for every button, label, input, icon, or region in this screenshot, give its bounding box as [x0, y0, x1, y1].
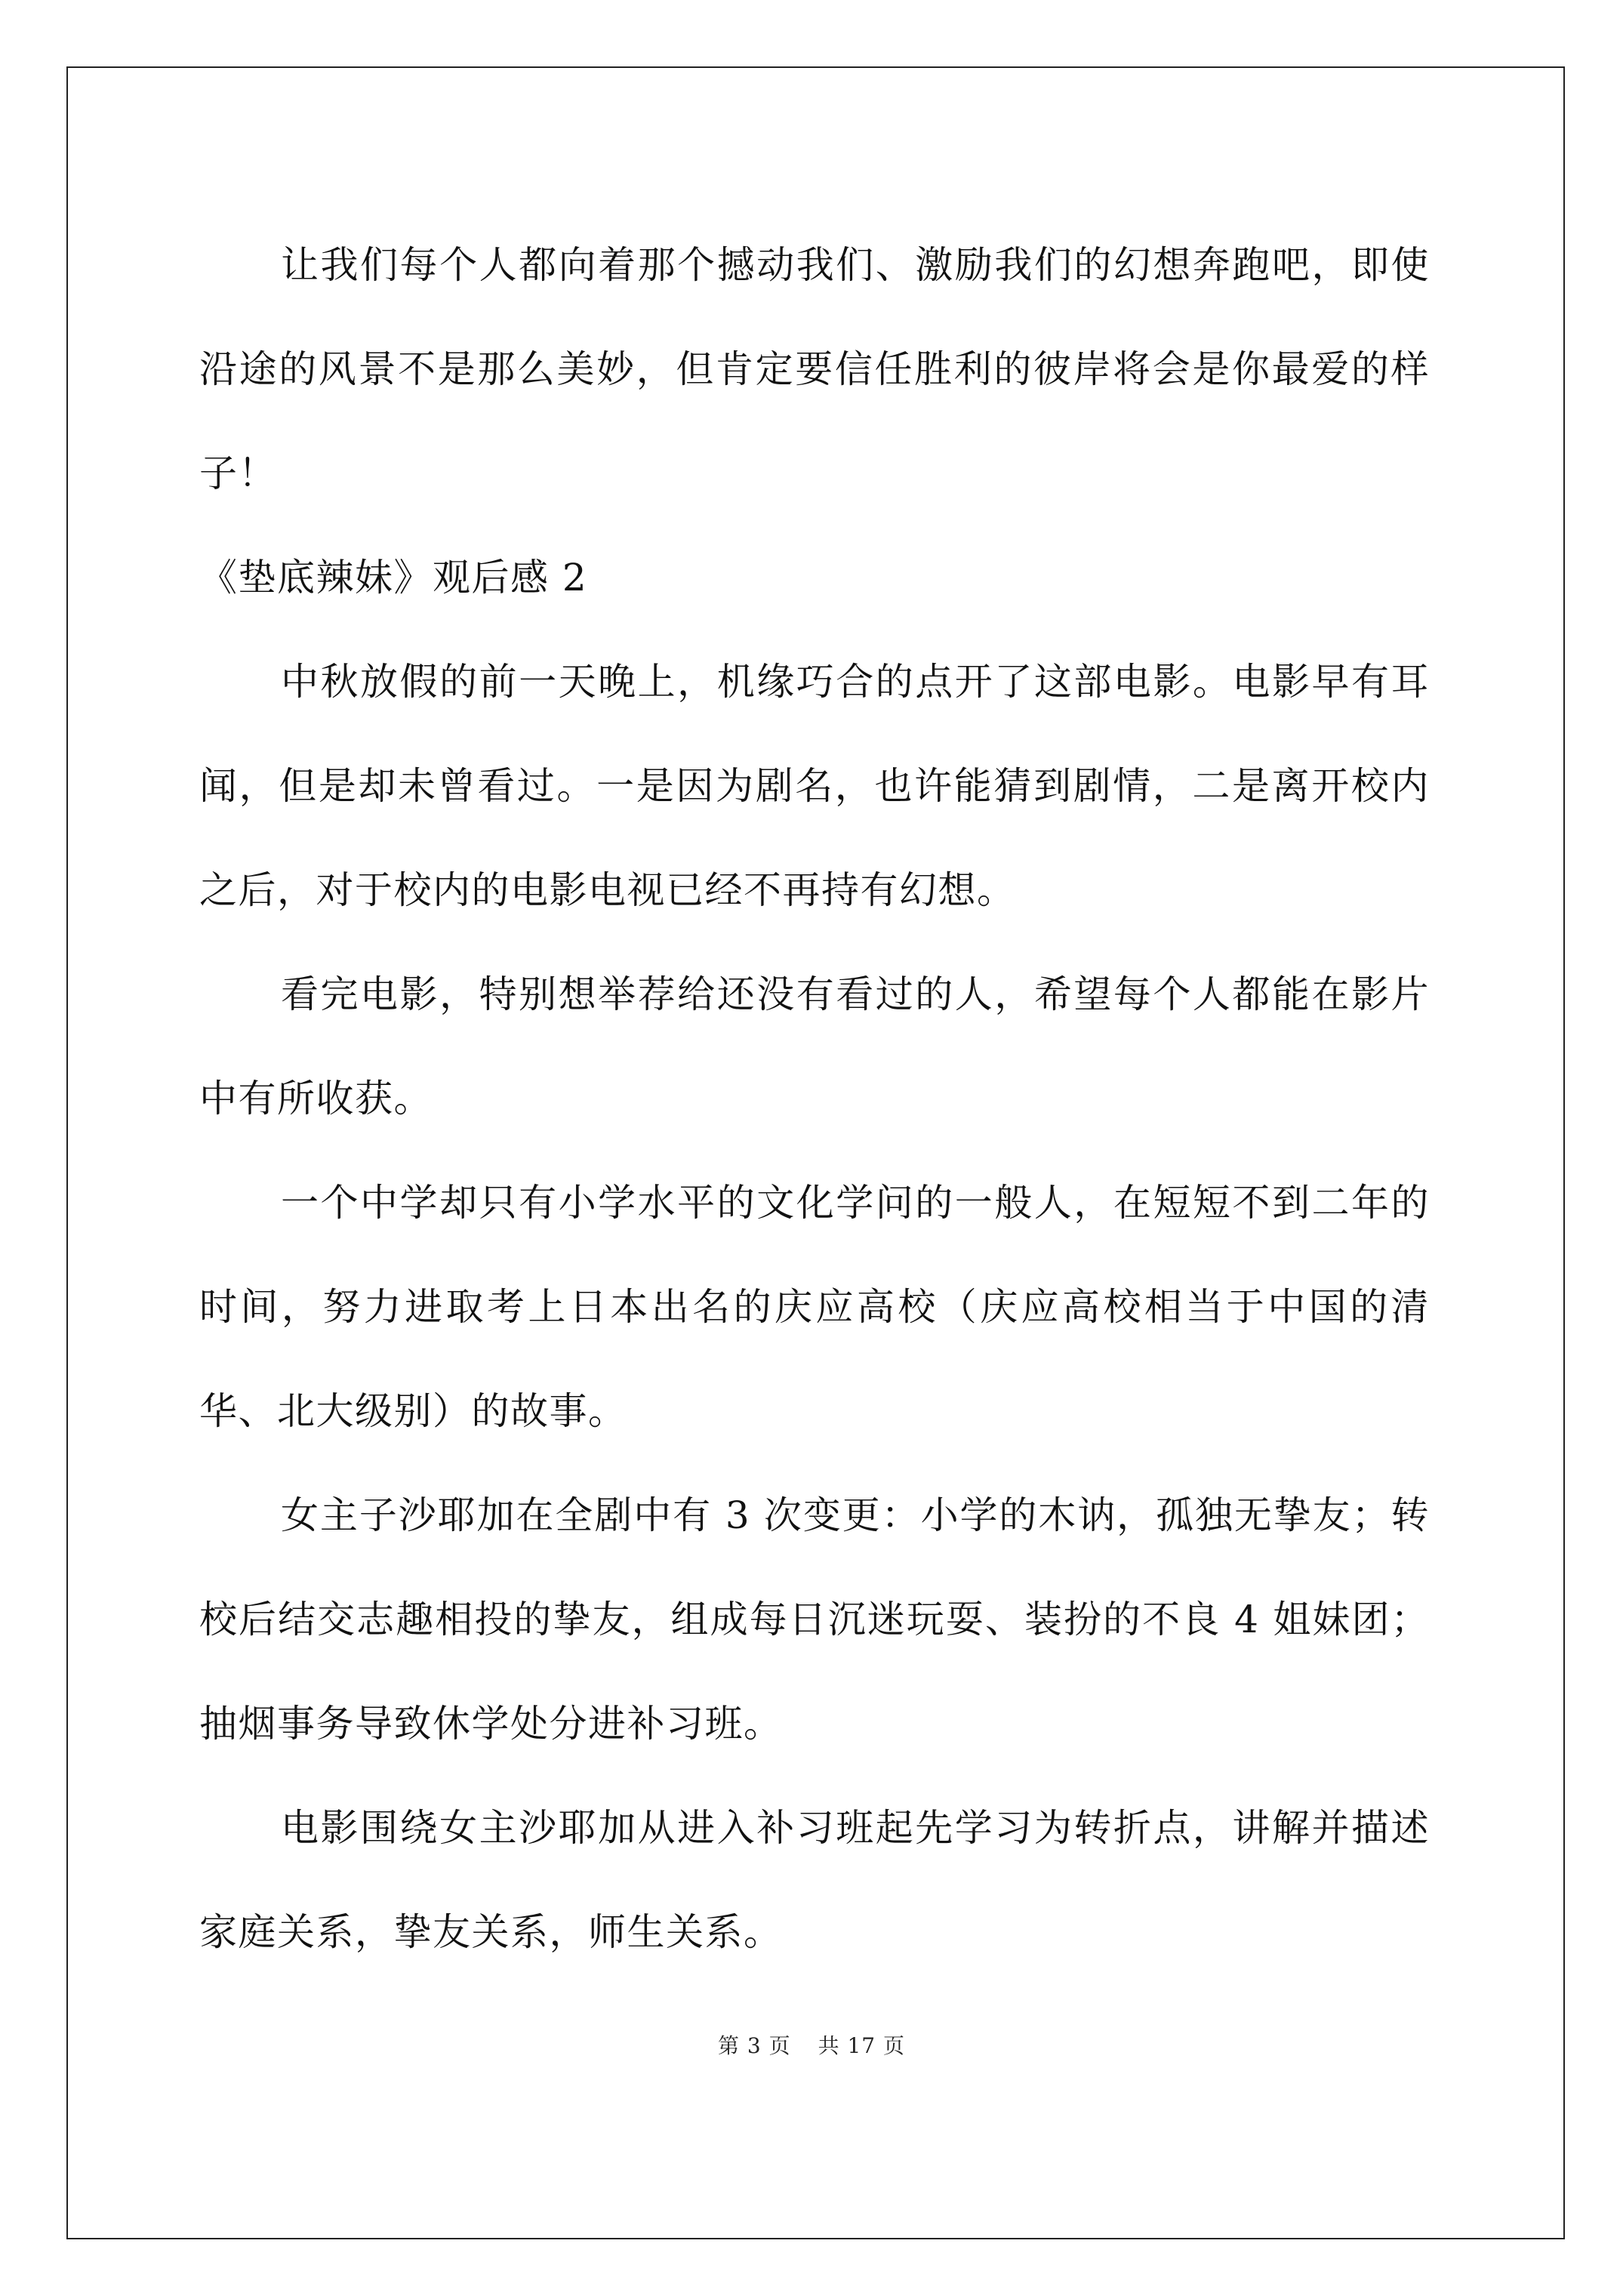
- paragraph-story: 一个中学却只有小学水平的文化学问的一般人，在短短不到二年的时间，努力进取考上日本出名的庆应高校（庆应高校相当于中国的清华、北大级别）的故事。: [199, 1181, 1430, 1433]
- page-total: 共 17 页: [818, 2033, 906, 2058]
- section-heading: 《垫底辣妹》观后感 2: [199, 556, 588, 599]
- paragraph-relations: 电影围绕女主沙耶加从进入补习班起先学习为转折点，讲解并描述家庭关系，挚友关系，师生关系。: [199, 1806, 1430, 1954]
- paragraph-changes: 女主子沙耶加在全剧中有 3 次变更：小学的木讷，孤独无挚友；转校后结交志趣相投的挚友，组成每日沉迷玩耍、装扮的不良 4 姐妹团；抽烟事务导致休学处分进补习班。: [199, 1493, 1430, 1746]
- paragraph-closing: 让我们每个人都向着那个撼动我们、激励我们的幻想奔跑吧，即使沿途的风景不是那么美妙，但肯定要信任胜利的彼岸将会是你最爱的样子！: [199, 243, 1430, 495]
- paragraph-intro: 中秋放假的前一天晚上，机缘巧合的点开了这部电影。电影早有耳闻，但是却未曾看过。一是因为剧名，也许能猜到剧情，二是离开校内之后，对于校内的电影电视已经不再持有幻想。: [199, 660, 1430, 912]
- paragraph-recommend: 看完电影，特别想举荐给还没有看过的人，希望每个人都能在影片中有所收获。: [199, 972, 1430, 1120]
- page-number: 第 3 页: [717, 2033, 791, 2058]
- page-footer: [0, 2029, 1623, 2060]
- document-body: [199, 213, 1430, 1984]
